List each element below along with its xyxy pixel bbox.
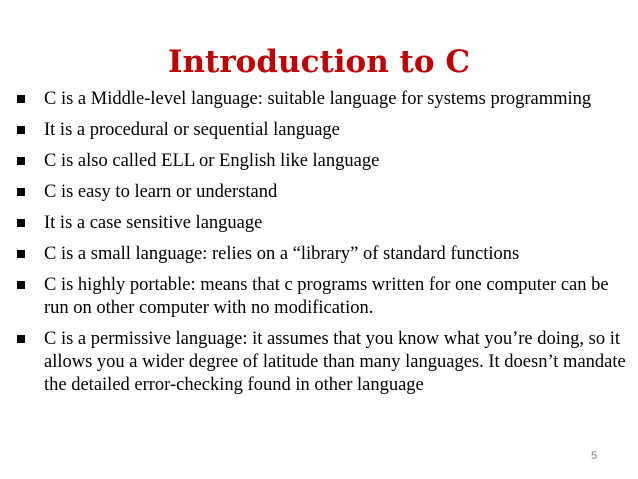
bullet-text: It is a procedural or sequential language: [44, 120, 340, 140]
bullet-text: C is a Middle-level language: suitable language for systems programming: [44, 89, 592, 109]
bullet-text: C is highly portable: means that c programs written for one computer can be run on other computer with no modification.: [44, 275, 609, 318]
square-bullet-icon: [17, 188, 25, 196]
bullet-item: [14, 181, 626, 204]
square-bullet-icon: [17, 95, 25, 103]
bullet-text: C is a permissive language: it assumes that you know what you’re doing, so it allows you a wider degree of latitude than many languages. It doesn’t mandate the detailed error-checking found in other language: [44, 329, 626, 395]
bullet-item: [14, 150, 626, 173]
square-bullet-icon: [17, 157, 25, 165]
bullet-text: It is a case sensitive language: [44, 213, 263, 233]
square-bullet-icon: [17, 281, 25, 289]
bullet-item: [14, 328, 626, 397]
bullet-item: [14, 212, 626, 235]
bullet-text: C is also called ELL or English like language: [44, 151, 380, 171]
square-bullet-icon: [17, 219, 25, 227]
slide-title: Introduction to C: [167, 44, 471, 80]
bullet-item: [14, 243, 626, 266]
square-bullet-icon: [17, 250, 25, 258]
bullet-list: [14, 88, 626, 405]
bullet-item: [14, 88, 626, 111]
square-bullet-icon: [17, 335, 25, 343]
bullet-item: [14, 274, 626, 320]
page-number: 5: [591, 450, 598, 462]
bullet-item: [14, 119, 626, 142]
bullet-text: C is easy to learn or understand: [44, 182, 278, 202]
bullet-text: C is a small language: relies on a “library” of standard functions: [44, 244, 520, 264]
square-bullet-icon: [17, 126, 25, 134]
